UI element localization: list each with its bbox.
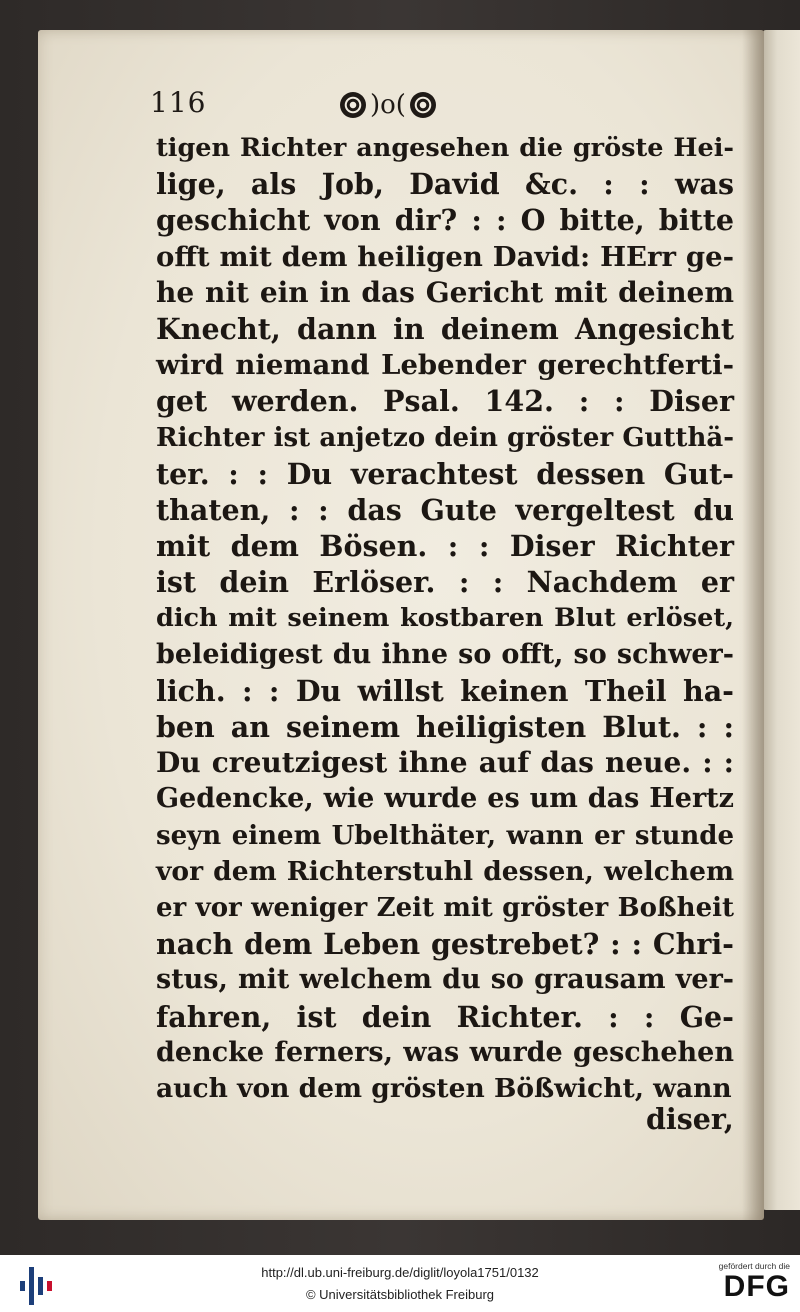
text-line: dencke ferners, was wurde geschehen <box>156 1036 734 1068</box>
copyright-notice: © Universitätsbibliothek Freiburg <box>305 1287 495 1302</box>
rosette-left-icon <box>340 92 366 118</box>
rosette-right-icon <box>410 92 436 118</box>
text-line: tigen Richter angesehen die gröste Hei- <box>156 133 734 163</box>
catchword: diser, <box>646 1102 734 1136</box>
page-gutter-shadow <box>742 30 764 1220</box>
header-ornament <box>340 92 436 118</box>
viewer-footer <box>0 1255 800 1312</box>
text-line: nach dem Leben gestrebet? : : Chri- <box>156 927 734 962</box>
ornament-glyph: )o( <box>370 90 406 120</box>
text-line: thaten, : : das Gute vergeltest du <box>156 492 734 527</box>
text-line: beleidigest du ihne so offt, so schwer- <box>156 638 734 670</box>
text-line: he nit ein in das Gericht mit deinem <box>156 275 734 309</box>
text-line: lige, als Job, David &c. : : was <box>156 167 734 202</box>
page-number: 116 <box>150 86 207 119</box>
text-line: wird niemand Lebender gerechtferti- <box>156 349 734 382</box>
text-line: get werden. Psal. 142. : : Diser <box>156 384 734 419</box>
text-line: ist dein Erlöser. : : Nachdem er <box>156 565 734 600</box>
permalink-url[interactable]: http://dl.ub.uni-freiburg.de/diglit/loyola1751/0132 <box>261 1265 539 1280</box>
text-line: geschicht von dir? : : O bitte, bitte <box>156 203 734 238</box>
text-line: mit dem Bösen. : : Diser Richter <box>156 529 734 564</box>
text-line: Gedencke, wie wurde es um das Hertz <box>156 783 734 815</box>
text-line: ben an seinem heiligisten Blut. : : <box>156 710 734 744</box>
dfg-caption: gefördert durch die <box>718 1261 790 1271</box>
text-line: dich mit seinem kostbaren Blut erlöset, <box>156 603 734 634</box>
body-text <box>156 130 734 1107</box>
text-line: vor dem Richterstuhl dessen, welchem <box>156 855 734 887</box>
text-line: ter. : : Du verachtest dessen Gut- <box>156 456 734 491</box>
facing-page-edge <box>762 30 800 1210</box>
text-line: Knecht, dann in deinem Angesicht <box>156 311 734 346</box>
dfg-mark: DFG <box>723 1270 790 1303</box>
text-line: er vor weniger Zeit mit gröster Boßheit <box>156 892 734 923</box>
page-header <box>150 86 720 132</box>
text-line: lich. : : Du willst keinen Theil ha- <box>156 673 734 708</box>
text-line: offt mit dem heiligen David: HErr ge- <box>156 240 734 273</box>
dfg-logo[interactable] <box>700 1261 790 1307</box>
text-line: stus, mit welchem du so grausam ver- <box>156 964 734 996</box>
text-line: Du creutzigest ihne auf das neue. : : <box>156 746 734 780</box>
text-line: seyn einem Ubelthäter, wann er stunde <box>156 820 734 851</box>
text-line: fahren, ist dein Richter. : : Ge- <box>156 999 734 1034</box>
text-line: Richter ist anjetzo dein gröster Gutthä- <box>156 422 734 453</box>
text-line: auch von dem grösten Bößwicht, wann <box>156 1072 732 1104</box>
